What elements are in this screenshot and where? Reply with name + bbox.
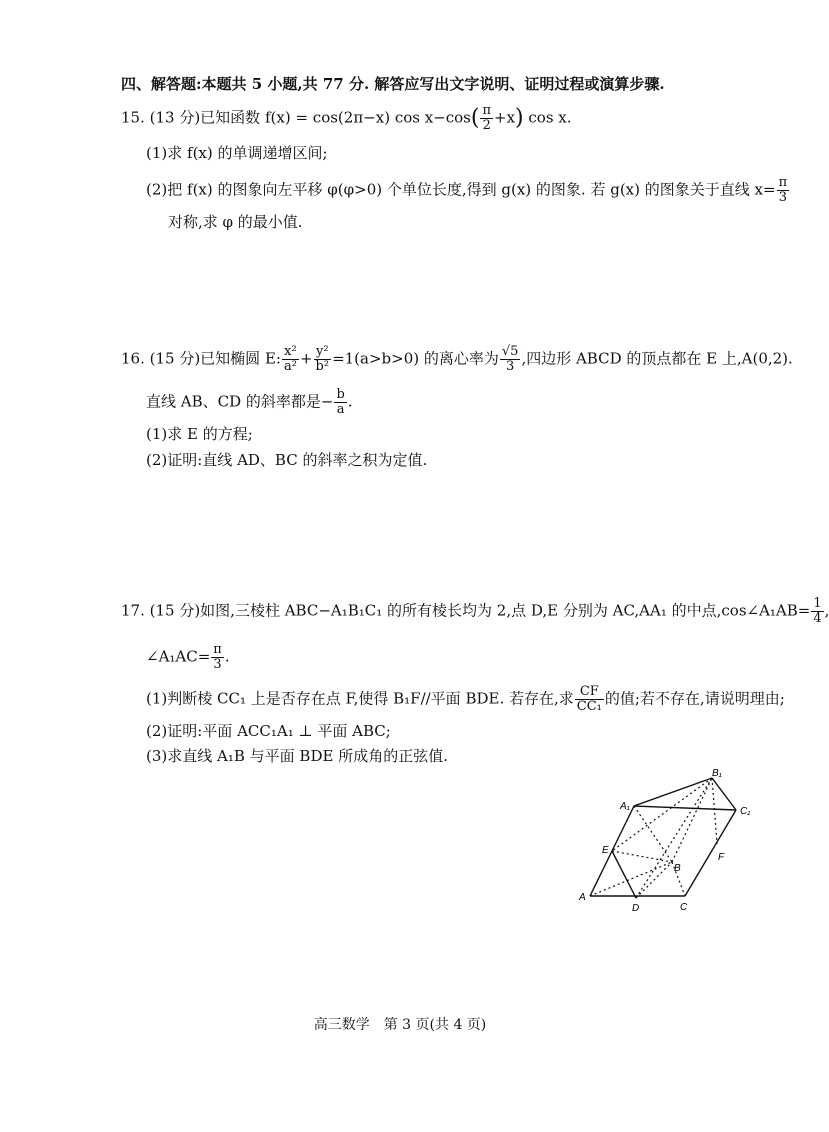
q15-part2-cont: 对称,求 φ 的最小值. (168, 213, 303, 231)
edge-A1B (634, 806, 672, 862)
q16-slope: $\frac{b}{a}$ (336, 387, 345, 417)
page-footer: 高三数学 第 3 页(共 4 页) (313, 1017, 487, 1033)
label-D: D (632, 903, 640, 914)
q16-cond: =1(a>b>0) 的离心率为 (332, 349, 499, 368)
q17-part2: (2)证明:平面 ACC₁A₁ ⊥ 平面 ABC; (146, 722, 391, 740)
q17-part3: (3)求直线 A₁B 与平面 BDE 所成角的正弦值. (146, 747, 448, 765)
edge-B1C1 (712, 778, 736, 810)
q16-frac-y: $\frac{\text{y²}}{\text{b²}}$ (315, 344, 330, 374)
q16-prefix: 16. (15 分)已知椭圆 E: (121, 349, 281, 368)
q15-after-frac: +x (494, 108, 516, 127)
prism-figure (572, 766, 762, 916)
q16-part2: (2)证明:直线 AD、BC 的斜率之积为定值. (146, 451, 428, 469)
q16-ecc: $\frac{√5}{3}$ (501, 344, 519, 374)
edge-B1E (612, 778, 712, 851)
label-C: C (680, 902, 688, 913)
q16-part1: (1)求 E 的方程; (146, 425, 253, 443)
edge-B1D (636, 778, 712, 898)
edge-DB (636, 862, 672, 898)
label-B: B (674, 863, 681, 874)
q15-func: f(x) = cos(2π−x) cos x−cos (264, 108, 471, 127)
q15-part2 (146, 176, 790, 205)
q17-part1: (1)判断棱 CC₁ 上是否存在点 F,使得 B₁F//平面 BDE. 若存在,求 $\frac{CF}{\text{CC₁}}$ 的值;若不存在,请说明理由; (146, 684, 785, 714)
edge-ED (612, 851, 636, 898)
q15-part2-frac: $\frac{\pi}{3}$ (778, 175, 788, 205)
q15-part1: (1)求 f(x) 的单调递增区间; (146, 144, 328, 162)
q16-line2: 直线 AB、CD 的斜率都是− $\frac{b}{a}$ . (146, 387, 353, 417)
label-C1: C₁ (740, 806, 751, 817)
edge-B1F (712, 778, 717, 844)
edge-A1C1 (634, 806, 736, 810)
q15-statement: 15. (13 分)已知函数 f(x) = cos(2π−x) cos x−cos( $\frac{\pi}{2}$ +x) cos x. (121, 103, 572, 133)
label-E: E (602, 845, 609, 856)
q16-rest: ,四边形 ABCD 的顶点都在 E 上,A(0,2). (521, 349, 793, 368)
label-A: A (579, 892, 586, 903)
edge-EB (612, 851, 672, 862)
q15-prefix: 15. (13 分)已知函数 (121, 108, 261, 127)
label-F: F (718, 852, 725, 863)
q15-part2-text: (2)把 f(x) 的图象向左平移 φ(φ>0) 个单位长度,得到 g(x) 的图象. 若 g(x) 的图象关于直线 x= (146, 180, 776, 199)
q15-tail: cos x. (523, 108, 572, 127)
edge-CC1 (685, 810, 736, 896)
q17-part1-frac: $\frac{CF}{\text{CC₁}}$ (576, 684, 602, 714)
q17-line2: ∠A₁AC= $\frac{\pi}{3}$ . (146, 642, 230, 672)
label-A1: A₁ (620, 801, 630, 812)
q17-line1: 17. (15 分)如图,三棱柱 ABC−A₁B₁C₁ 的所有棱长均为 2,点 D,E 分别为 AC,AA₁ 的中点,cos∠A₁AB= $\frac{1}{4}$ , (121, 596, 829, 626)
section-header: 四、解答题:本题共 5 小题,共 77 分. 解答应写出文字说明、证明过程或演算步骤. (121, 75, 665, 93)
label-B1: B₁ (712, 768, 722, 779)
q16-statement: 16. (15 分)已知椭圆 E: $\frac{\text{x²}}{\text{a²}}$ + $\frac{\text{y²}}{\text{b²}}$ =1(a>b>0) 的离心率为 $\frac{√5}{3}$ ,四边形 ABCD 的顶点都在 E 上,A(0,2). (121, 344, 793, 374)
q15-frac: $\frac{\pi}{2}$ (482, 103, 492, 133)
q16-frac-x: $\frac{\text{x²}}{\text{a²}}$ (283, 344, 297, 374)
q17-cos-frac: $\frac{1}{4}$ (813, 596, 822, 626)
edge-AB (590, 862, 672, 896)
q17-angle-frac: $\frac{\pi}{3}$ (213, 642, 222, 672)
